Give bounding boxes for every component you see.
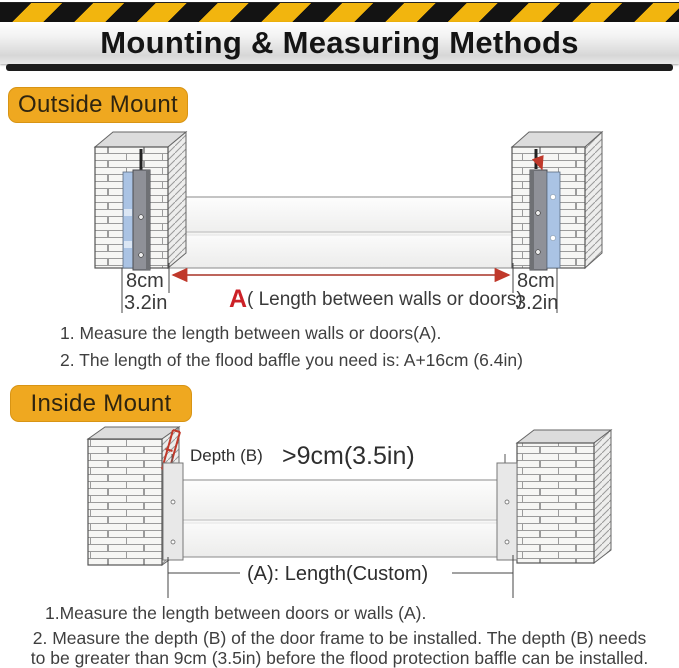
hazard-stripe-banner: [0, 2, 679, 23]
outside-mount-steps: [60, 324, 660, 378]
inside-step-2-line-2: to be greater than 9cm (3.5in) before the flood protection baffle can be installed.: [30, 648, 649, 668]
inside-step-1: 1.Measure the length between doors or walls (A).: [45, 603, 427, 623]
right-door-pillar: [517, 430, 611, 563]
length-dimension: [168, 555, 513, 598]
right-offset-in: 3.2in: [515, 292, 559, 314]
depth-label: Depth (B): [190, 446, 263, 465]
dimension-a-label: A: [229, 285, 248, 313]
flood-baffle-board: [183, 480, 497, 557]
inside-mount-badge: Inside Mount: [10, 385, 192, 422]
depth-value: >9cm(3.5in): [282, 442, 415, 470]
header-divider: [6, 64, 673, 71]
dimension-a-caption: ( Length between walls or doors): [247, 289, 523, 310]
outside-step-1: 1. Measure the length between walls or doors(A).: [60, 323, 442, 343]
left-offset-in: 3.2in: [124, 292, 168, 314]
left-mounting-plate: [163, 454, 183, 560]
right-mounting-plate: [497, 454, 517, 560]
inside-mount-diagram: [0, 425, 679, 600]
page-title: Mounting & Measuring Methods: [100, 25, 579, 60]
left-offset-cm: 8cm: [126, 270, 164, 292]
flood-baffle-board: [150, 197, 513, 268]
title-banner: [0, 22, 679, 64]
outside-step-2: 2. The length of the flood baffle you need is: A+16cm (6.4in): [60, 350, 523, 370]
outside-mount-badge: Outside Mount: [8, 87, 188, 123]
right-offset-cm: 8cm: [517, 270, 555, 292]
outside-mount-diagram: [0, 125, 679, 315]
length-label: (A): Length(Custom): [247, 563, 429, 585]
inside-step-2-line-1: 2. Measure the depth (B) of the door frame to be installed. The depth (B) needs: [32, 628, 647, 648]
length-dimension: [122, 263, 558, 314]
